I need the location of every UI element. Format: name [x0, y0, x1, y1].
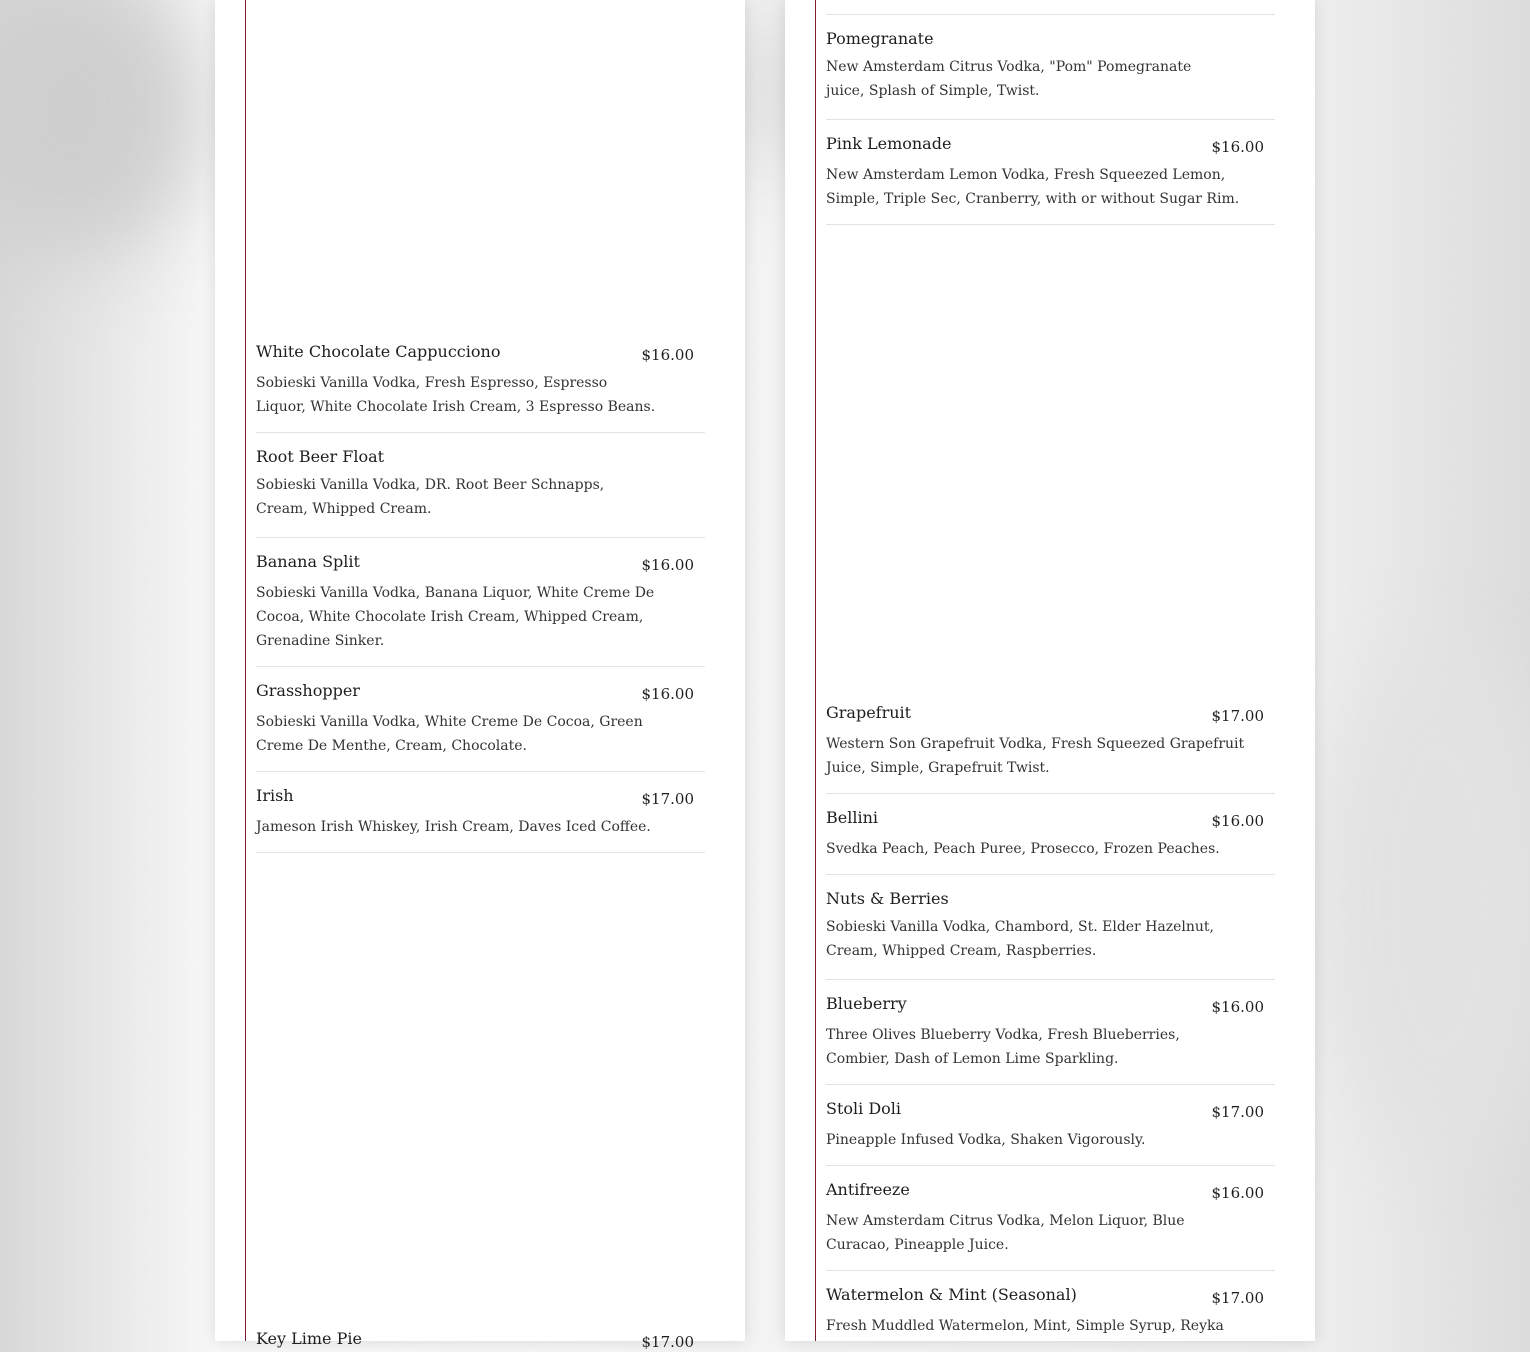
item-price: $17.00	[1211, 707, 1264, 725]
item-name: Blueberry	[826, 994, 907, 1013]
menu-item	[826, 703, 1275, 794]
item-price: $17.00	[641, 790, 694, 808]
menu-item	[826, 134, 1275, 225]
item-name: Stoli Doli	[826, 1099, 902, 1118]
item-name: Bellini	[826, 808, 878, 827]
item-price: $17.00	[1211, 1103, 1264, 1121]
item-price: $16.00	[1211, 812, 1264, 830]
accent-vertical-line	[245, 0, 246, 1341]
item-name: Pomegranate	[826, 29, 934, 48]
menu-item	[826, 994, 1275, 1085]
item-price: $16.00	[641, 685, 694, 703]
item-name: Grapefruit	[826, 703, 912, 722]
menu-item	[256, 552, 705, 667]
background-shade	[0, 0, 200, 260]
menu-item	[256, 786, 705, 853]
item-name: Grasshopper	[256, 681, 360, 700]
item-name: Watermelon & Mint (Seasonal)	[826, 1285, 1077, 1304]
item-description: New Amsterdam Lemon Vodka, Fresh Squeezed Lemon, Simple, Triple Sec, Cranberry, with or without Sugar Rim.	[826, 167, 1240, 207]
item-price: $17.00	[1211, 1289, 1264, 1307]
background-shade	[1320, 650, 1530, 1150]
item-name: Nuts & Berries	[826, 889, 949, 908]
item-name: White Chocolate Cappucciono	[256, 342, 501, 361]
menu-item	[826, 1180, 1275, 1271]
item-description: Sobieski Vanilla Vodka, Banana Liquor, White Creme De Cocoa, White Chocolate Irish Cream, Whipped Cream, Grenadine Sinker.	[256, 585, 655, 649]
menu-item	[256, 681, 705, 772]
accent-vertical-line	[815, 0, 816, 1341]
item-name: Key Lime Pie	[256, 1329, 362, 1348]
menu-item	[826, 808, 1275, 875]
item-description: Fresh Muddled Watermelon, Mint, Simple Syrup, Reyka	[826, 1318, 1224, 1334]
item-description: Sobieski Vanilla Vodka, Chambord, St. Elder Hazelnut, Cream, Whipped Cream, Raspberries.	[826, 919, 1215, 959]
menu-item	[826, 1285, 1275, 1341]
item-price: $16.00	[641, 346, 694, 364]
item-description: Svedka Peach, Peach Puree, Prosecco, Frozen Peaches.	[826, 841, 1220, 857]
item-name: Banana Split	[256, 552, 360, 571]
item-description: Sobieski Vanilla Vodka, Fresh Espresso, Espresso Liquor, White Chocolate Irish Cream, 3 Espresso Beans.	[256, 375, 656, 415]
item-price: $17.00	[641, 1333, 694, 1351]
item-price: $16.00	[1211, 998, 1264, 1016]
item-description: Western Son Grapefruit Vodka, Fresh Squeezed Grapefruit Juice, Simple, Grapefruit Twist.	[826, 736, 1245, 776]
item-price: $16.00	[641, 556, 694, 574]
menu-panel-right	[785, 0, 1315, 1341]
item-price: $16.00	[1211, 1184, 1264, 1202]
item-description: New Amsterdam Citrus Vodka, Melon Liquor, Blue Curacao, Pineapple Juice.	[826, 1213, 1185, 1253]
menu-panel-left	[215, 0, 745, 1351]
item-name: Pink Lemonade	[826, 134, 952, 153]
menu-item	[826, 1099, 1275, 1166]
item-description: Three Olives Blueberry Vodka, Fresh Blueberries, Combier, Dash of Lemon Lime Sparkling.	[826, 1027, 1180, 1067]
item-name: Irish	[256, 786, 294, 805]
item-description: Sobieski Vanilla Vodka, DR. Root Beer Schnapps, Cream, Whipped Cream.	[256, 477, 605, 517]
divider	[826, 14, 1275, 15]
item-description: Sobieski Vanilla Vodka, White Creme De Cocoa, Green Creme De Menthe, Cream, Chocolate.	[256, 714, 643, 754]
item-name: Antifreeze	[826, 1180, 910, 1199]
menu-item	[256, 447, 705, 538]
item-name: Root Beer Float	[256, 447, 385, 466]
item-description: Jameson Irish Whiskey, Irish Cream, Daves Iced Coffee.	[256, 819, 651, 835]
menu-item	[256, 342, 705, 433]
item-description: Pineapple Infused Vodka, Shaken Vigorously.	[826, 1132, 1146, 1148]
menu-item	[256, 1329, 705, 1349]
menu-item	[826, 29, 1275, 120]
menu-item	[826, 889, 1275, 980]
item-price: $16.00	[1211, 138, 1264, 156]
item-description: New Amsterdam Citrus Vodka, "Pom" Pomegranate juice, Splash of Simple, Twist.	[826, 59, 1192, 99]
